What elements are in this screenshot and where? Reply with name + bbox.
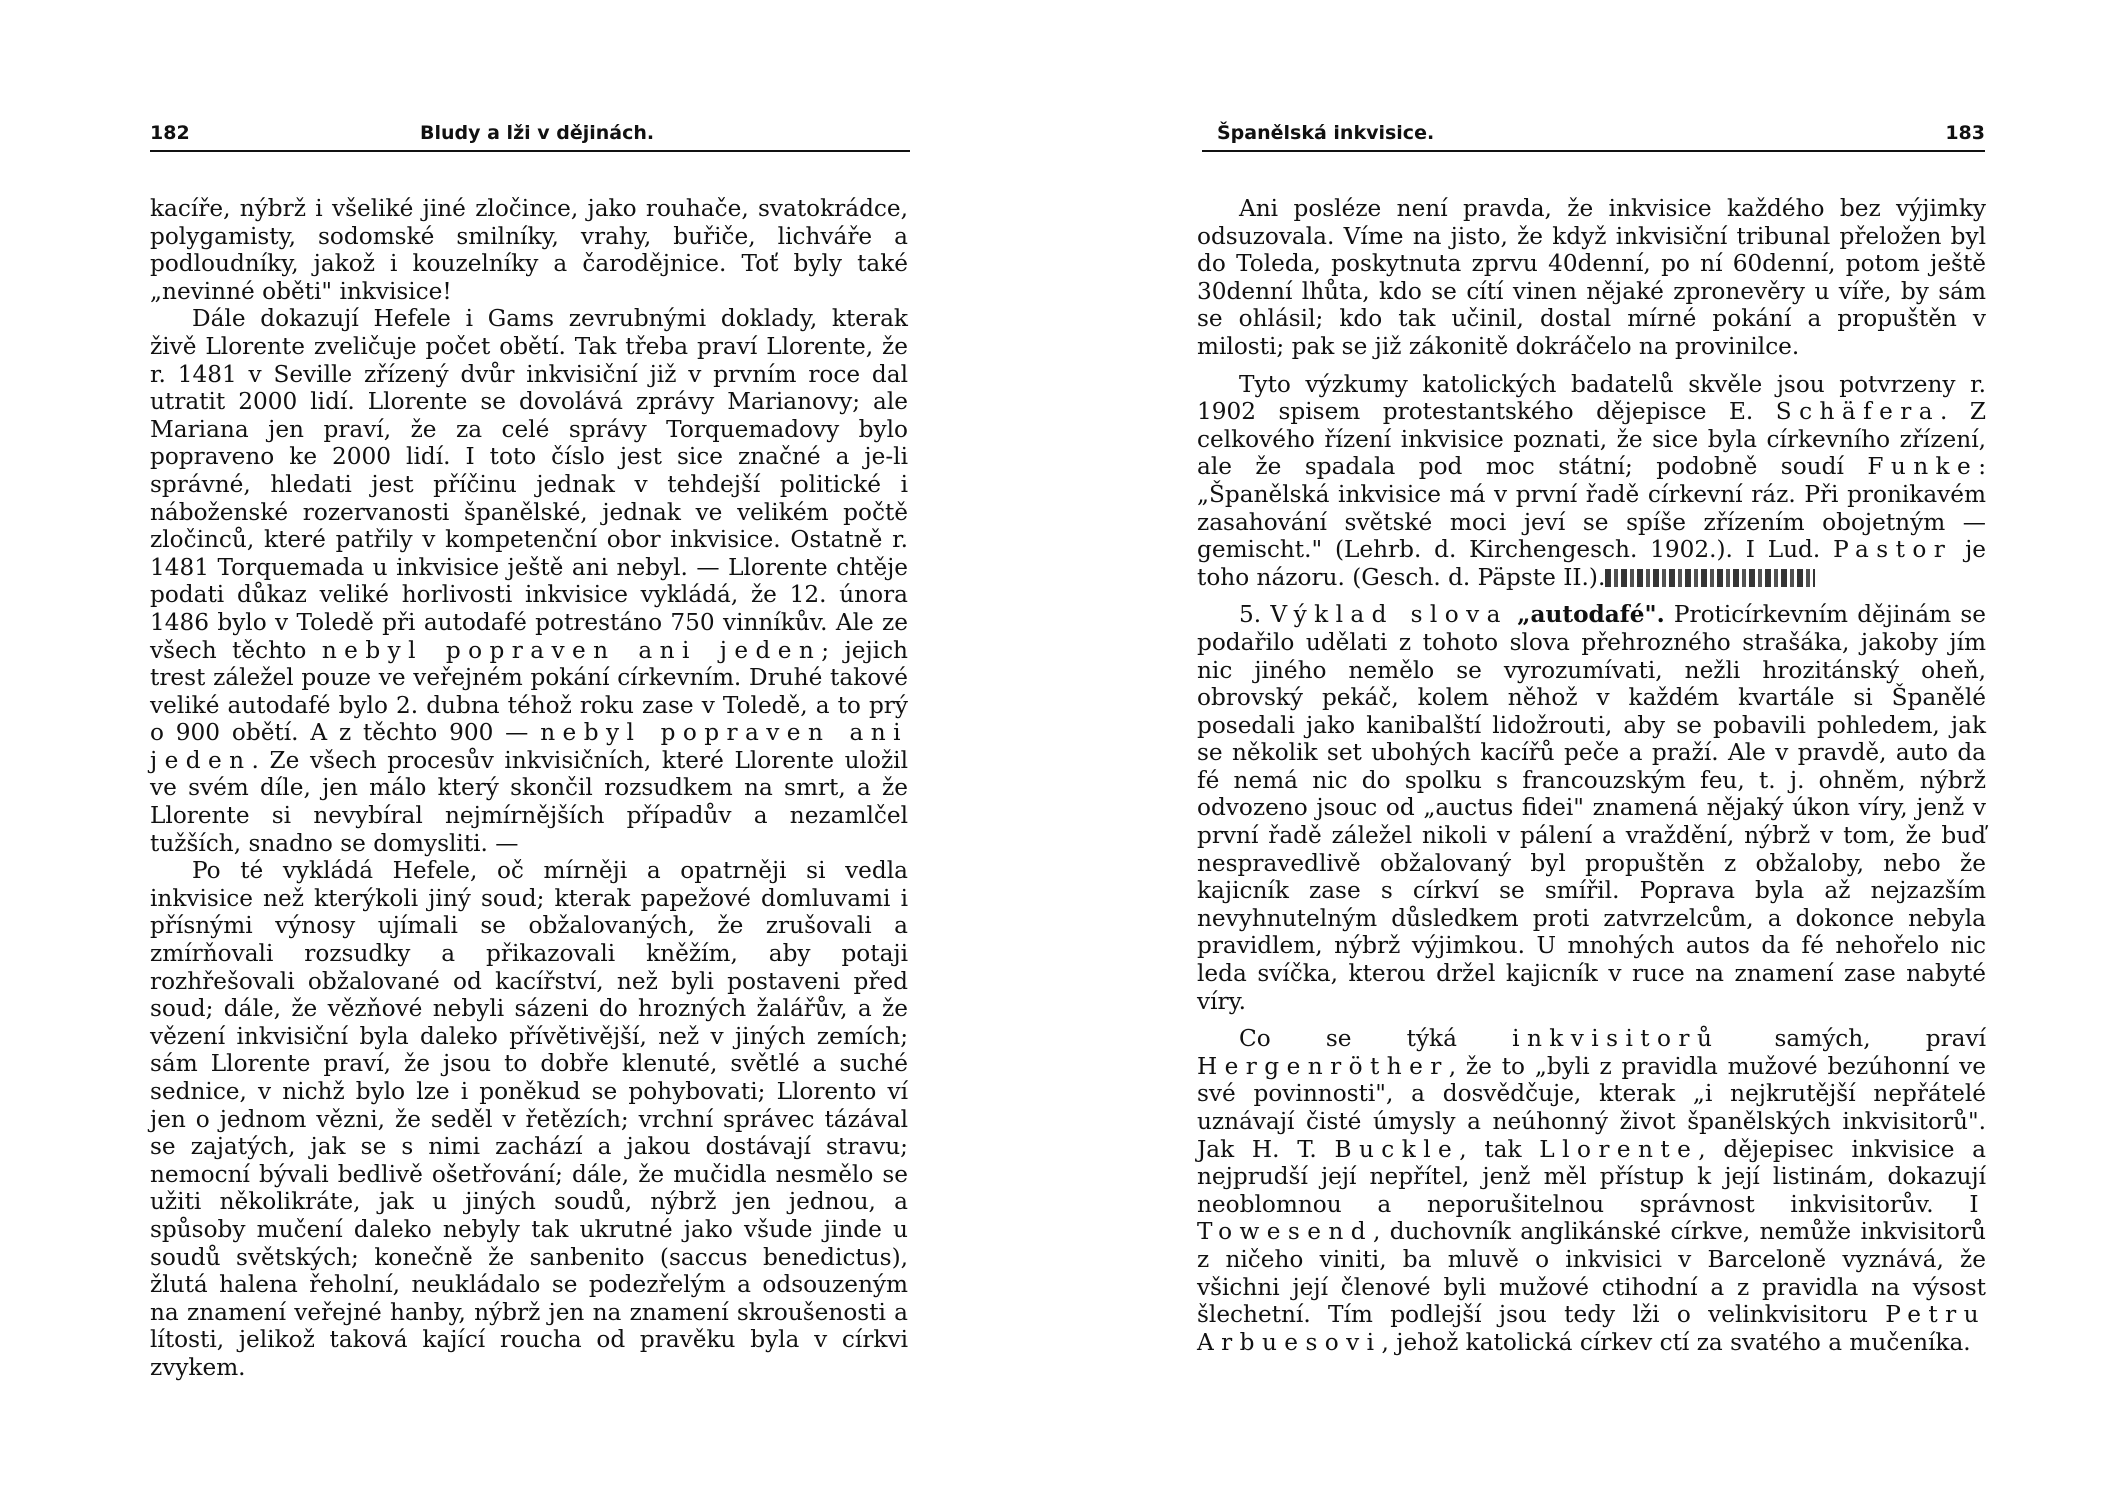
spaced-name: Llorente [1539,1135,1699,1163]
spaced-emphasis: nebyl popraven ani jeden [321,636,822,664]
left-page-header [150,122,910,152]
paragraph: 5. Výklad slova „autodafé". Proticírkevním dějinám se podařilo udělati z tohoto slova přehrozného strašáka, jakoby jím nic jiného nemělo se vyrozumívati, nežli hrozitánský oheň, obrovský pekáč, kolem něhož v každém kvartále si Španělé posedali jako kanibalští lidožrouti, aby se pobavili pohledem, jak se několik set ubohých kacířů peče a praží. Ale v pravdě, auto da fé nemá nic do spolku s francouzským feu, t. j. ohněm, nýbrž odvozeno jsouc od „auctus fidei" znamená nějaký úkon víry, jenž v první řadě záležel nikoli v pálení a vraždění, nýbrž v tom, že buď nespravedlivě obžalovaný byl propuštěn z obžaloby, nebo že kajicník zase s církví se smířil. Poprava byla až nejzazším nevyhnutelným důsledkem proti zatvrzelcům, a dokonce nebyla pravidlem, nýbrž výjimkou. U mnohých autos da fé nehořelo nic leda svíčka, kterou držel kajicník v ruce na znamení zase nabyté víry. [1197,601,1986,1015]
print-smudge [1605,569,1815,587]
right-page [1052,0,2104,1500]
spaced-name: Funke [1867,453,1979,481]
spaced-name: I Towesend [1197,1190,1986,1246]
spaced-name: Pastor [1833,536,1953,564]
paragraph: Ani posléze není pravda, že inkvisice každého bez výjimky odsuzovala. Víme na jisto, že když inkvisiční tribunal přeložen byl do Toleda, poskytnuta zprvu 40denní, po ní 60denní, potom ještě 30denní lhůta, kdo se cítí vinen nějaké zpronevěry u víře, by sám se ohlásil; kdo tak učinil, dostal mírné pokání a propuštěn v milosti; pak se již zákonitě dokráčelo na provinilce. [1197,195,1986,360]
spaced-emphasis: inkvisitorů [1512,1025,1720,1053]
spaced-name: Petru Arbuesovi [1197,1301,1986,1356]
spaced-name: Schäfera [1775,398,1940,426]
right-page-header [1202,122,1985,152]
paragraph: Co se týká inkvisitorů samých, praví Hergenröther, že to „byli z pravidla mužové bezúhonní ve své povinnosti", a dosvědčuje, kterak „i nejkrutější nepřátelé uznávají čisté úmysly a neúhonný život španělských inkvisitorů". Jak H. T. Buckle, tak Llorente, dějepisec inkvisice a nejprudší její nepřítel, jenž měl přístup k její listinám, dokazují neoblomnou a neporušitelnou správnost inkvisitorův. I Towesend, duchovník anglikánské církve, nemůže inkvisitorů z ničeho viniti, ba mluvě o inkvisici v Barceloně vyznává, že všichni její členové byli mužové ctihodní a z pravidla na výsost šlechetní. Tím podlejší jsou tedy lži o velinkvisitoru Petru Arbuesovi, jehož katolická církev ctí za svatého a mučeníka. [1197,1025,1987,1356]
left-page-number: 182 [150,122,190,144]
paragraph: Dále dokazují Hefele i Gams zevrubnými doklady, kterak živě Llorente zveličuje počet obětí. Tak třeba praví Llorente, že r. 1481 v Seville zřízený dvůr inkvisiční již v prvním roce dal utratit 2000 lidí. Llorente se dovolává zprávy Marianovy; ale Mariana jen praví, že za celé správy Torquemadovy bylo popraveno ke 2000 lidí. I toto číslo jest sice značné a je-li správné, hledati jest příčinu jednak v tehdejší politické i náboženské rozervanosti španělské, jednak ve velikém počtě zločinců, které patřily v kompetenční obor inkvisice. Ostatně r. 1481 Torquemada u inkvisice ještě ani nebyl. — Llorente chtěje podati důkaz veliké horlivosti inkvisice vykládá, že 12. února 1486 bylo v Toledě při autodafé potrestáno 750 vinníkův. Ale ze všech těchto nebyl popraven ani jeden; jejich trest záležel pouze ve veřejném pokání církevním. Druhé takové veliké autodafé bylo 2. dubna téhož roku zase v Toledě, a to prý o 900 obětí. A z těchto 900 — nebyl popraven ani jeden. Ze všech procesův inkvisičních, které Llorente uložil ve svém díle, jen málo který skončil rozsudkem na smrt, a že Llorente si nevybíral nejmírnějších případův a nezamlčel tužších, snadno se domysliti. — [150,305,909,857]
paragraph: Tyto výzkumy katolických badatelů skvěle jsou potvrzeny r. 1902 spisem protestantského dějepisce E. Schäfera. Z celkového řízení inkvisice poznati, že sice byla církevního zřízení, ale že spadala pod moc státní; podobně soudí Funke: „Španělská inkvisice má v první řadě církevní ráz. Při pronikavém zasahování světské moci jeví se spíše zřízením obojetným — gemischt." (Lehrb. d. Kirchengesch. 1902.). I Lud. Pastor je toho názoru. (Gesch. d. Päpste II.). [1197,370,1986,591]
paragraph: kacíře, nýbrž i všeliké jiné zločince, jako rouhače, svatokrádce, polygamisty, sodomské smilníky, vrahy, buřiče, lichváře a podloudníky, jakož i kouzelníky a čarodějnice. Toť byly také „nevinné oběti" inkvisice! [150,195,908,305]
spaced-emphasis: nebyl popraven ani jeden [150,719,909,774]
section-keyword: „autodafé". [1517,601,1665,629]
left-page-body [150,195,908,1382]
section-heading: Výklad slova [1270,601,1508,629]
right-running-title: Španělská inkvisice. [1217,122,1435,144]
right-page-body [1197,195,1986,1356]
spaced-name: Buckle [1334,1135,1460,1163]
spaced-name: Hergenröther [1197,1052,1449,1080]
left-running-title: Bludy a lži v dějinách. [420,122,655,144]
paragraph: Po té vykládá Hefele, oč mírněji a opatrněji si vedla inkvisice než kterýkoli jiný soud; kterak papežové domluvami i přísnými výnosy ujímali se obžalovaných, že zrušovali a zmírňovali rozsudky a přikazovali kněžím, aby potaji rozhřešovali obžalované od kacířství, než byli postaveni před soud; dále, že vězňové nebyli sázeni do hrozných žalářův, a že vězení inkvisiční byla daleko přívětivější, než v jiných zemích; sám Llorente praví, že jsou to dobře klenuté, světlé a suché sednice, v nichž bylo lze i poněkud se pohybovati; Llorento ví jen o jednom vězni, že seděl v řetězích; vrchní správec tázával se zajatých, jak se s nimi zachází a jakou dostávají stravu; nemocní bývali bedlivě ošetřování; dále, že mučidla nesmělo se užiti několikráte, jak u jiných soudů, nýbrž jen jednou, a spůsoby mučení daleko nebyly tak ukrutné jako všude jinde u soudů světských; konečně že sanbenito (saccus benedictus), žlutá halena řeholní, neukládalo se podezřelým a odsouzeným na znamení veřejné hanby, nýbrž jen na znamení skroušenosti a lítosti, jelikož taková kající roucha od pravěku byla v církvi zvykem. [150,857,908,1381]
right-page-number: 183 [1945,122,1985,144]
